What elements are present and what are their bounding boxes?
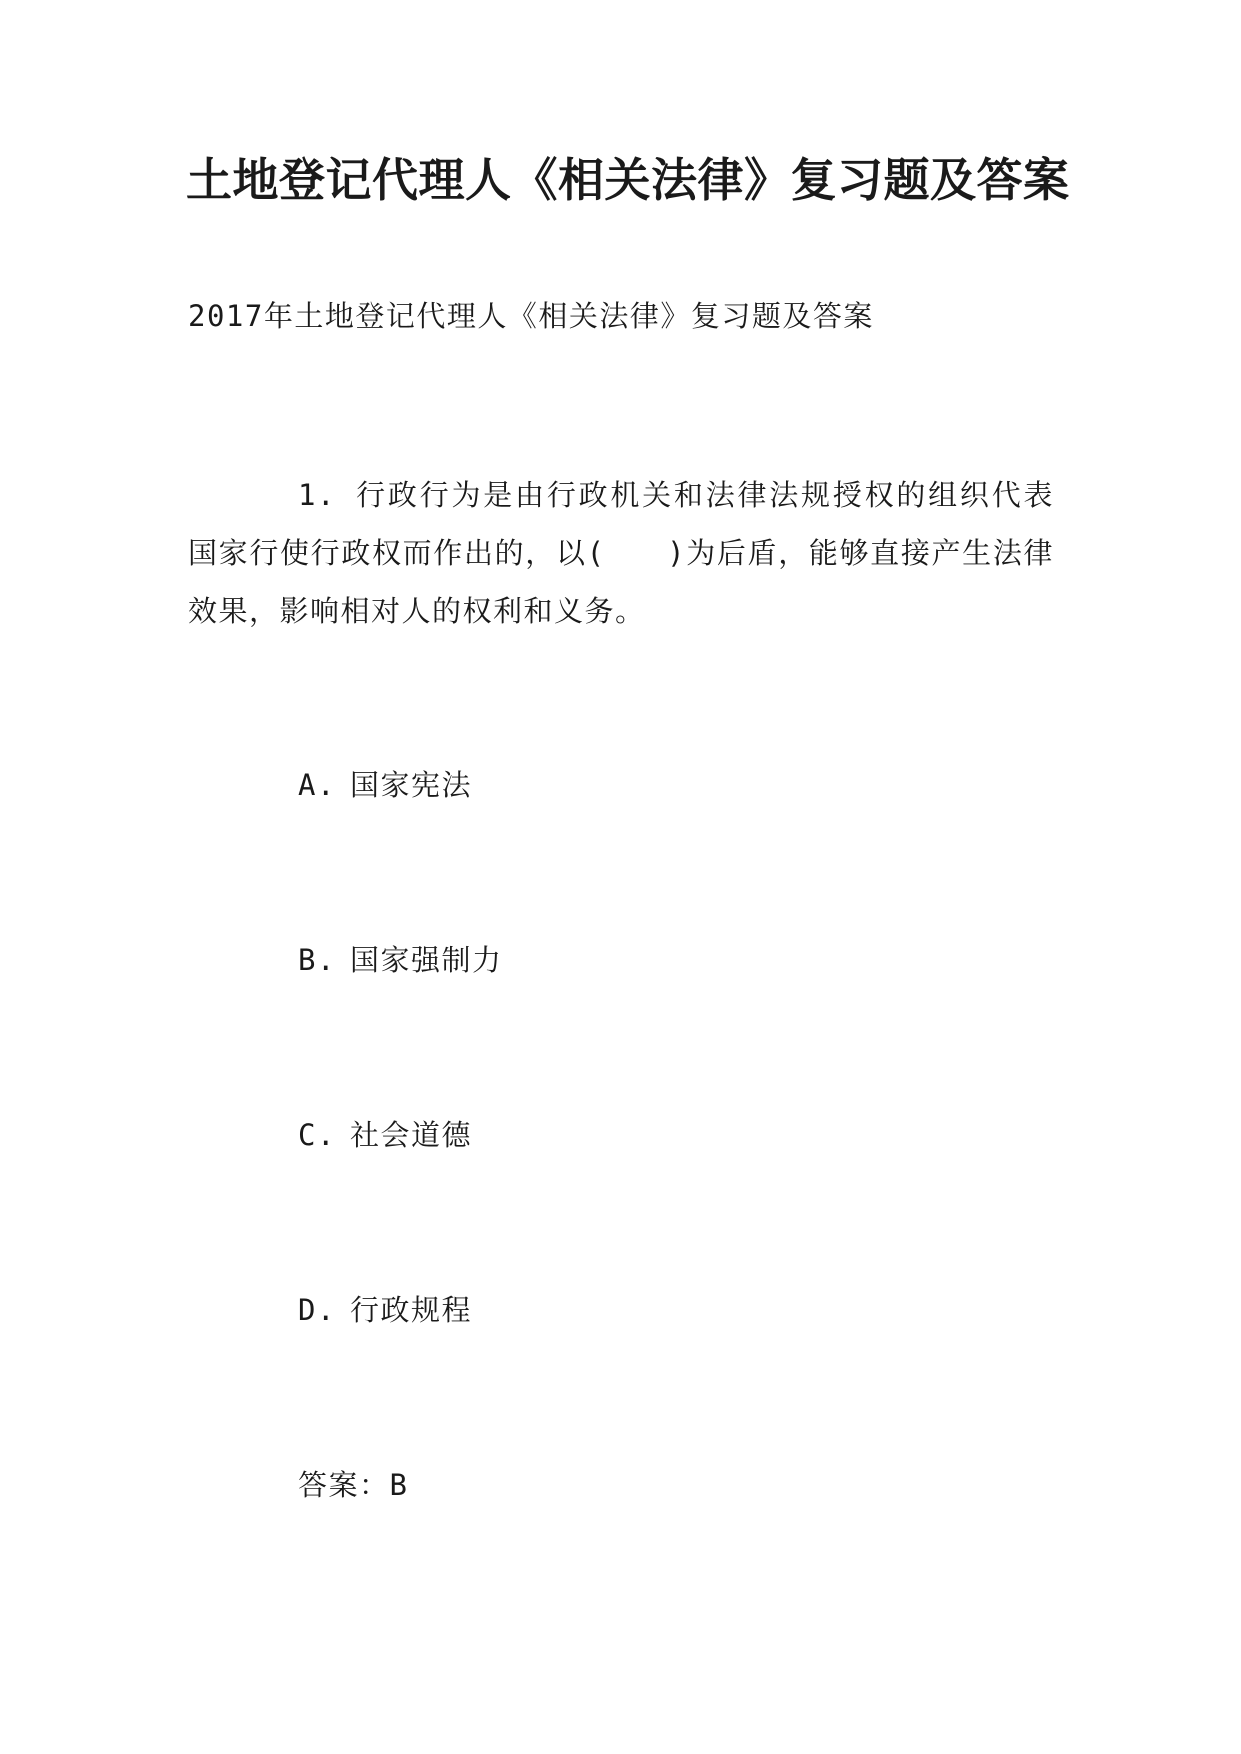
answer-text: 答案：B — [298, 1468, 409, 1502]
option-a — [298, 765, 998, 805]
document-subtitle: 2017年土地登记代理人《相关法律》复习题及答案 — [188, 299, 874, 333]
option-b — [298, 940, 998, 980]
option-a-text: 国家宪法 — [350, 768, 473, 802]
option-c-text: 社会道德 — [350, 1118, 473, 1152]
option-d — [298, 1290, 998, 1330]
option-a-letter: A. — [298, 768, 336, 802]
document-title: 土地登记代理人《相关法律》复习题及答案 — [186, 153, 1070, 207]
option-c-letter: C. — [298, 1118, 336, 1152]
option-b-letter: B. — [298, 943, 336, 977]
option-d-letter: D. — [298, 1293, 336, 1327]
option-d-text: 行政规程 — [350, 1293, 473, 1327]
option-c — [298, 1115, 998, 1155]
option-b-text: 国家强制力 — [350, 943, 503, 977]
question-text: 1. 行政行为是由行政机关和法律法规授权的组织代表国家行使行政权而作出的，以( )为后盾，能够直接产生法律效果，影响相对人的权利和义务。 — [188, 478, 1054, 628]
